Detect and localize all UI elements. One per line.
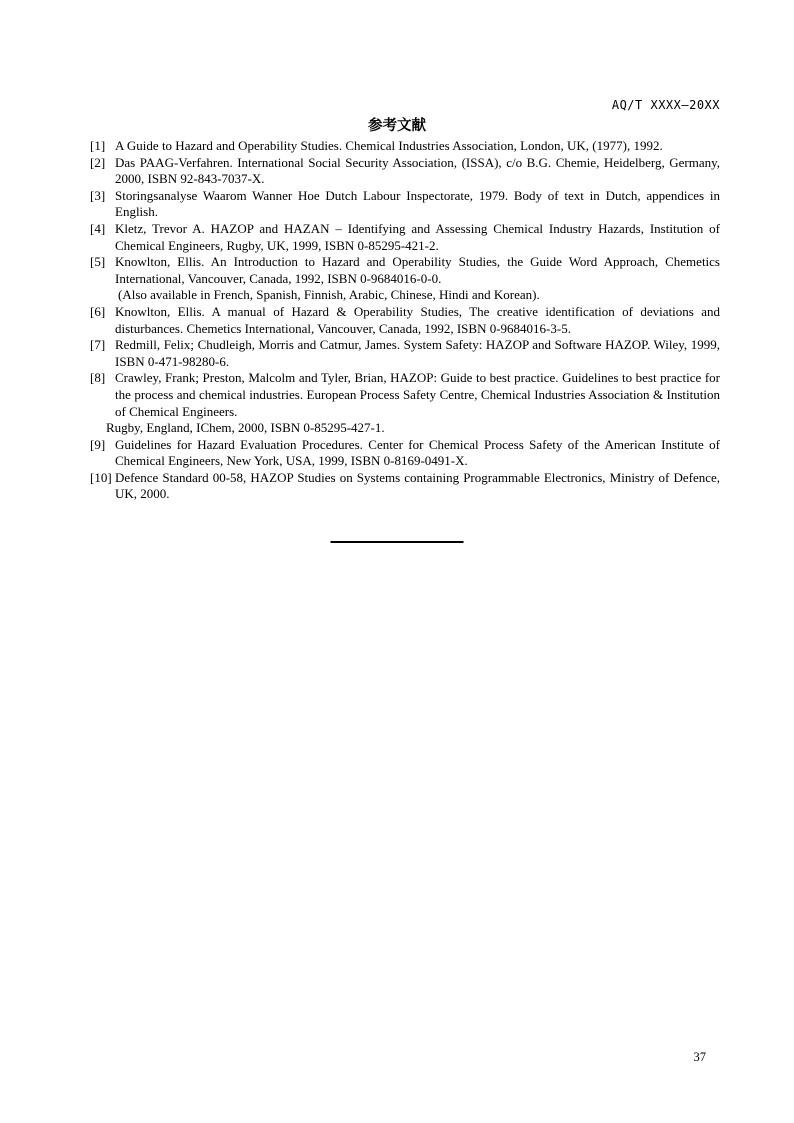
page-number: 37 <box>693 1050 706 1064</box>
reference-marker: [5] <box>90 254 106 270</box>
reference-text: Guidelines for Hazard Evaluation Procedures. Center for Chemical Process Safety of the American Institute of Chemical Engineers, New York, USA, 1999, ISBN 0-8169-0491-X. <box>115 436 720 469</box>
reference-item <box>90 254 720 304</box>
reference-item <box>90 221 720 254</box>
reference-text: Knowlton, Ellis. An Introduction to Hazard and Operability Studies, the Guide Word Approach, Chemetics International, Vancouver, Canada, 1992, ISBN 0-9684016-0-0. <box>115 254 720 286</box>
reference-item <box>90 304 720 337</box>
reference-item <box>90 437 720 470</box>
reference-text: Storingsanalyse Waarom Wanner Hoe Dutch Labour Inspectorate, 1979. Body of text in Dutch, appendices in English. <box>115 187 720 220</box>
reference-item <box>90 138 720 155</box>
reference-item <box>90 337 720 370</box>
reference-text: Defence Standard 00-58, HAZOP Studies on Systems containing Programmable Electronics, Ministry of Defence, UK, 2000. <box>115 469 720 502</box>
reference-item <box>90 155 720 188</box>
reference-item <box>90 470 720 503</box>
reference-marker: [3] <box>90 187 106 203</box>
reference-text: Crawley, Frank; Preston, Malcolm and Tyler, Brian, HAZOP: Guide to best practice. Guidelines to best practice for the process and chemical industries. European Process Safety Centre, Chemical Industries Association & Institution of Chemical Engineers. <box>115 370 720 419</box>
page-title: 参考文献 <box>368 118 426 134</box>
reference-item <box>90 370 720 436</box>
reference-text: A Guide to Hazard and Operability Studies. Chemical Industries Association, London, UK, (1977), 1992. <box>115 138 663 153</box>
reference-marker: [10] <box>90 469 112 485</box>
reference-text: Kletz, Trevor A. HAZOP and HAZAN – Identifying and Assessing Chemical Industry Hazards, Institution of Chemical Engineers, Rugby, UK, 1999, ISBN 0-85295-421-2. <box>115 220 720 253</box>
end-of-document-rule <box>331 541 464 543</box>
reference-continuation: (Also available in French, Spanish, Finnish, Arabic, Chinese, Hindi and Korean). <box>118 287 540 303</box>
reference-marker: [2] <box>90 154 106 170</box>
reference-marker: [6] <box>90 303 106 319</box>
reference-marker: [8] <box>90 370 106 386</box>
reference-marker: [4] <box>90 220 106 236</box>
reference-list <box>90 138 720 503</box>
reference-marker: [9] <box>90 436 106 452</box>
reference-text: Redmill, Felix; Chudleigh, Morris and Catmur, James. System Safety: HAZOP and Software HAZOP. Wiley, 1999, ISBN 0-471-98280-6. <box>115 337 720 369</box>
reference-marker: [1] <box>90 138 106 153</box>
reference-item <box>90 188 720 221</box>
reference-text: Knowlton, Ellis. A manual of Hazard & Operability Studies, The creative identification of deviations and disturbances. Chemetics International, Vancouver, Canada, 1992, ISBN 0-9684016-3-5. <box>115 303 720 336</box>
reference-text: Das PAAG-Verfahren. International Social Security Association, (ISSA), c/o B.G. Chemie, Heidelberg, Germany, 2000, ISBN 92-843-7037-X. <box>115 154 720 187</box>
reference-continuation: Rugby, England, IChem, 2000, ISBN 0-85295-427-1. <box>106 420 385 436</box>
reference-marker: [7] <box>90 337 106 353</box>
document-code: AQ/T XXXX—20XX <box>611 98 720 112</box>
